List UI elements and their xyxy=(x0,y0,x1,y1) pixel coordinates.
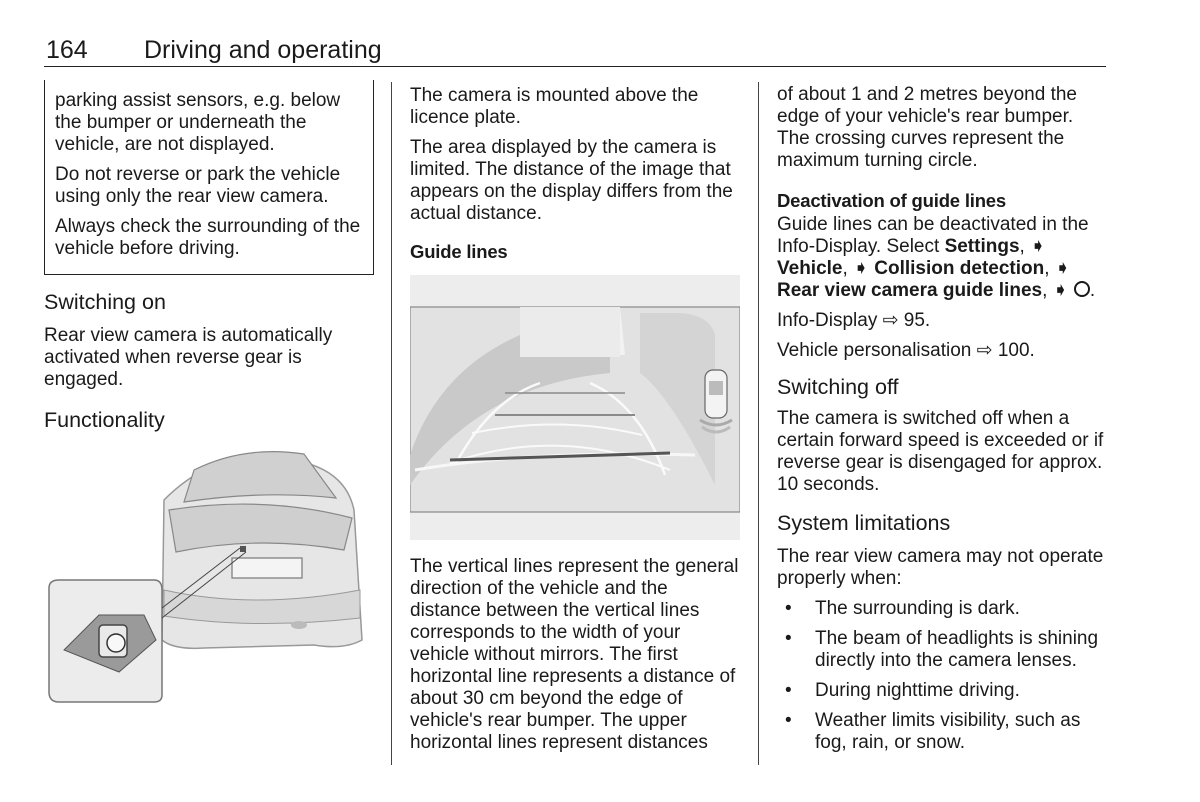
car-rear-illustration xyxy=(44,440,374,705)
section-title: Driving and operating xyxy=(144,36,382,64)
arrow-icon: ➧ xyxy=(1052,280,1069,301)
ref-info-display: Info-Display ⇨ 95. xyxy=(777,310,931,331)
heading-switching-off: Switching off xyxy=(777,375,899,399)
bullet: • xyxy=(785,598,792,619)
limitations-intro: The rear view camera may not operate properly when: xyxy=(777,546,1104,589)
column-rule-left xyxy=(391,82,392,765)
column-2-lower xyxy=(410,556,740,762)
settings-label: Settings xyxy=(944,236,1020,257)
switching-on-text: Rear view camera is automatically activated when reverse gear is engaged. xyxy=(44,325,333,390)
deactivation-intro: Guide lines can be deactivated in the Info-Display. Select xyxy=(777,214,1089,257)
list-item: • The beam of headlights is shining directly into the camera lenses. xyxy=(785,628,1099,671)
heading-switching-on: Switching on xyxy=(44,290,166,314)
column-2 xyxy=(410,85,740,263)
collision-label: Collision detection xyxy=(874,258,1045,279)
heading-deactivation: Deactivation of guide lines xyxy=(777,190,1006,211)
heading-system-limitations: System limitations xyxy=(777,511,951,535)
warning-text-3: Always check the surrounding of the vehicle before driving. xyxy=(55,216,361,259)
list-item: • Weather limits visibility, such as fog, rain, or snow. xyxy=(785,710,1081,753)
heading-guide-lines: Guide lines xyxy=(410,241,508,262)
ref-personalisation: Vehicle personalisation ⇨ 100. xyxy=(777,340,1035,361)
page-header xyxy=(44,34,1106,67)
rear-camera-label: Rear view camera guide lines xyxy=(777,280,1043,301)
off-circle-icon xyxy=(1074,281,1090,297)
warning-text-2: Do not reverse or park the vehicle using only the rear view camera. xyxy=(55,164,341,207)
limitations-list xyxy=(777,598,1107,754)
column-1 xyxy=(44,80,372,433)
bullet: • xyxy=(785,680,792,701)
list-item: • The surrounding is dark. xyxy=(785,598,1020,619)
distances-text: of about 1 and 2 metres beyond the edge of your vehicle's rear bumper. The crossing curves represent the maximum turning circle. xyxy=(777,84,1077,171)
bullet: • xyxy=(785,628,792,649)
camera-area-text: The area displayed by the camera is limited. The distance of the image that appears on the display differs from the actual distance. xyxy=(410,137,733,224)
warning-text-1: parking assist sensors, e.g. below the bumper or underneath the vehicle, are not displayed. xyxy=(55,90,341,155)
arrow-icon: ➧ xyxy=(853,258,869,279)
vertical-lines-text: The vertical lines represent the general direction of the vehicle and the distance between the vertical lines corresponds to the width of your vehicle without mirrors. The first horizontal line represents a distance of about 30 cm beyond the edge of vehicle's rear bumper. The upper horizontal lines represent distances xyxy=(410,556,739,753)
guide-lines-display-illustration xyxy=(410,275,740,540)
heading-functionality: Functionality xyxy=(44,408,165,432)
column-3 xyxy=(777,84,1107,762)
switching-off-text: The camera is switched off when a certain forward speed is exceeded or if reverse gear is disengaged for approx. 10 seconds. xyxy=(777,408,1104,495)
bullet: • xyxy=(785,710,792,731)
column-rule-right xyxy=(758,82,759,765)
deactivation-text: Guide lines can be deactivated in the Info-Display. Select Settings, ➧ Vehicle, ➧ Collision detection, ➧ Rear view camera guide lines, ➧ . xyxy=(777,214,1096,301)
arrow-icon: ➧ xyxy=(1054,258,1071,279)
list-item: • During nighttime driving. xyxy=(785,680,1020,701)
page-number: 164 xyxy=(46,36,88,64)
camera-mounted-text: The camera is mounted above the licence plate. xyxy=(410,85,699,128)
warning-box xyxy=(44,80,374,275)
arrow-icon: ➧ xyxy=(1030,236,1046,257)
vehicle-label: Vehicle xyxy=(777,258,843,279)
